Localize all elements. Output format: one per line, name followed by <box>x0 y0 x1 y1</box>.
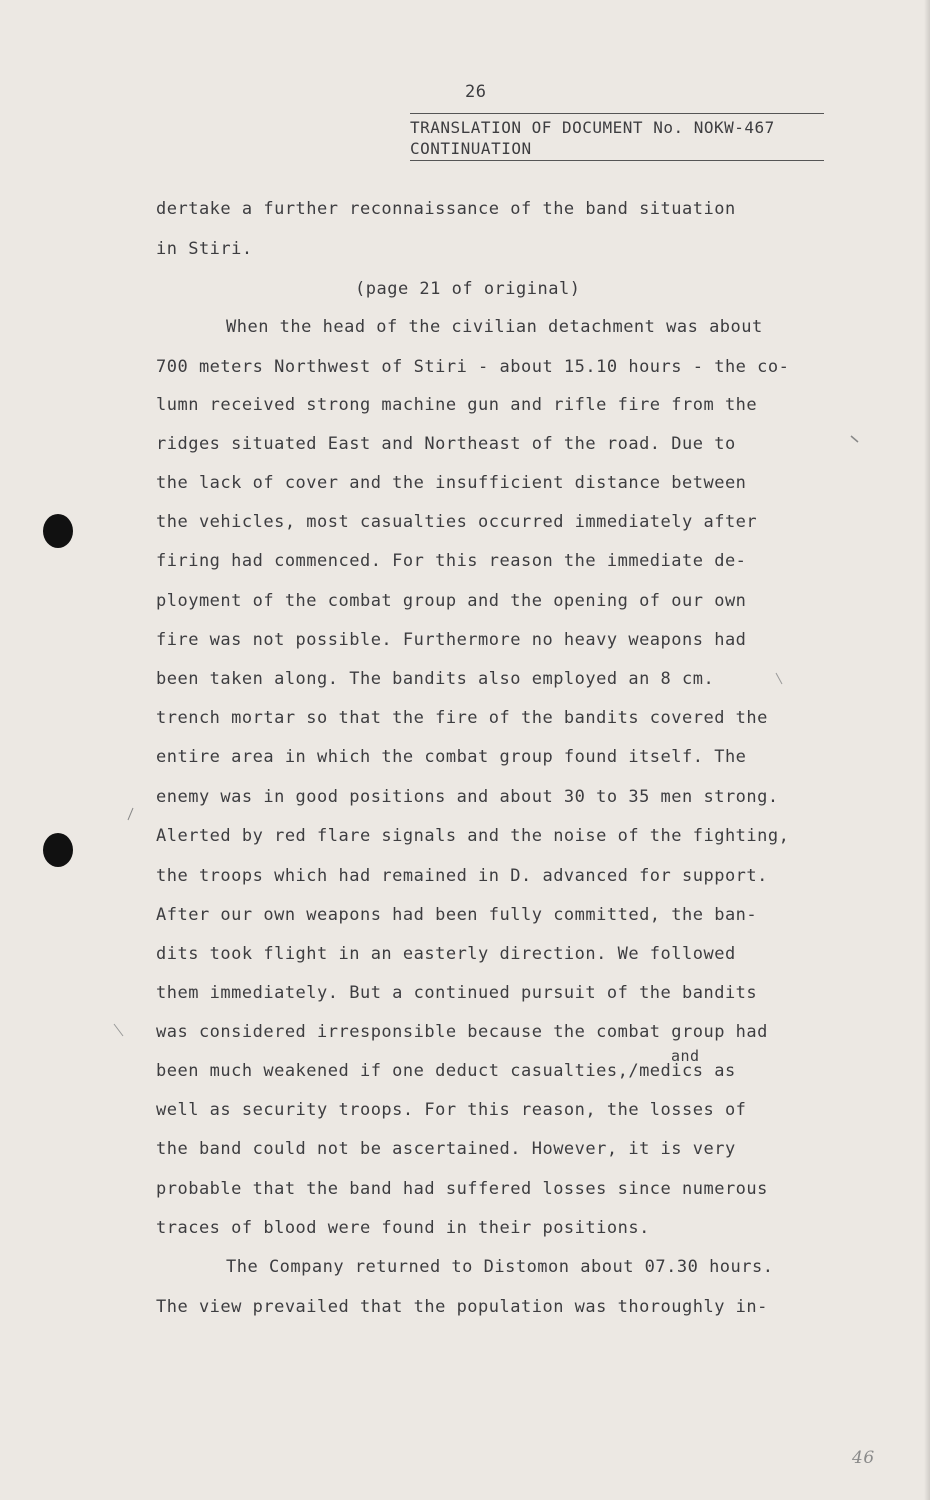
header-title: TRANSLATION OF DOCUMENT No. NOKW-467 <box>410 118 775 137</box>
text-line: traces of blood were found in their positions. <box>156 1218 650 1238</box>
text-line: well as security troops. For this reason, the losses of <box>156 1100 747 1120</box>
text-line: been much weakened if one deduct casualties,/medics as <box>156 1061 736 1081</box>
text-line: The view prevailed that the population was thoroughly in- <box>156 1297 768 1317</box>
page-number: 26 <box>465 82 487 102</box>
text-line: The Company returned to Distomon about 07.30 hours. <box>226 1257 774 1277</box>
text-line: enemy was in good positions and about 30 to 35 men strong. <box>156 787 779 807</box>
pencil-mark <box>851 436 858 442</box>
page-reference: (page 21 of original) <box>355 279 581 299</box>
text-line: After our own weapons had been fully committed, the ban- <box>156 905 758 925</box>
text-line: lumn received strong machine gun and rifle fire from the <box>156 395 758 415</box>
text-line: 700 meters Northwest of Stiri - about 15.10 hours - the co- <box>156 357 790 377</box>
text-line: them immediately. But a continued pursuit of the bandits <box>156 983 758 1003</box>
text-line: When the head of the civilian detachment was about <box>226 317 763 337</box>
text-line: Alerted by red flare signals and the noise of the fighting, <box>156 826 790 846</box>
text-line: dertake a further reconnaissance of the band situation <box>156 199 736 219</box>
text-line: firing had commenced. For this reason the immediate de- <box>156 551 747 571</box>
text-line: dits took flight in an easterly direction. We followed <box>156 944 736 964</box>
text-line: in Stiri. <box>156 239 253 259</box>
text-line: was considered irresponsible because the combat group had <box>156 1022 768 1042</box>
text-line: the lack of cover and the insufficient distance between <box>156 473 747 493</box>
text-line: entire area in which the combat group found itself. The <box>156 747 747 767</box>
handwritten-page-number: 46 <box>852 1448 875 1468</box>
text-line: the vehicles, most casualties occurred immediately after <box>156 512 758 532</box>
pencil-mark <box>128 808 133 820</box>
text-line: fire was not possible. Furthermore no heavy weapons had <box>156 630 747 650</box>
text-line: probable that the band had suffered losses since numerous <box>156 1179 768 1199</box>
handwritten-insertion: and <box>671 1047 700 1065</box>
pencil-mark <box>776 673 782 684</box>
text-line: been taken along. The bandits also employed an 8 cm. <box>156 669 715 689</box>
text-line: ridges situated East and Northeast of the road. Due to <box>156 434 736 454</box>
text-line: the band could not be ascertained. However, it is very <box>156 1139 736 1159</box>
header-continuation: CONTINUATION <box>410 139 532 158</box>
text-line: the troops which had remained in D. advanced for support. <box>156 866 768 886</box>
text-line: trench mortar so that the fire of the bandits covered the <box>156 708 768 728</box>
text-line: ployment of the combat group and the opening of our own <box>156 591 747 611</box>
pencil-mark <box>114 1024 123 1036</box>
